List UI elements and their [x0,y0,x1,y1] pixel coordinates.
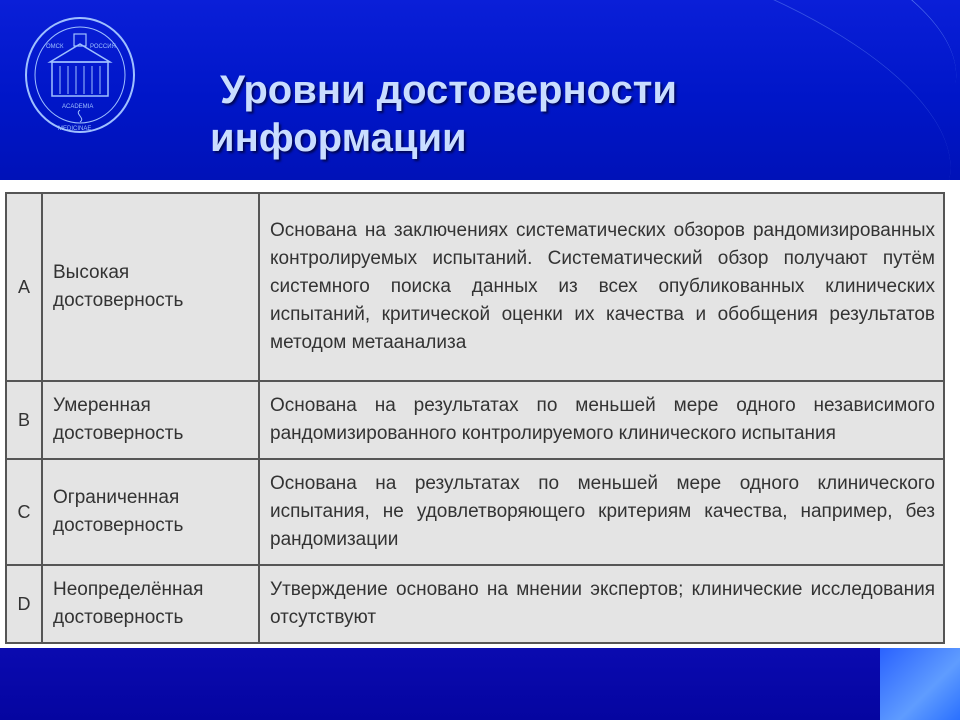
row-level: Умеренная достоверность [42,381,259,459]
evidence-table-panel [0,180,960,648]
table-row [6,459,944,565]
row-letter: A [6,193,42,381]
row-level: Ограниченная достоверность [42,459,259,565]
logo-text-bottom: MEDICINAE [58,126,92,132]
row-description: Утверждение основано на мнении экспертов; клинические исследования отсутствуют [259,565,944,643]
slide-footer-band [0,648,960,720]
table-row [6,193,944,381]
footer-accent-block [880,648,960,720]
evidence-levels-table [5,192,945,644]
slide-header [0,0,960,180]
row-level: Неопределённая достоверность [42,565,259,643]
row-letter: D [6,565,42,643]
logo-text-top-right: РОССИЯ [90,44,116,50]
row-letter: B [6,381,42,459]
table-row [6,381,944,459]
table-row [6,565,944,643]
logo-text-middle: ACADEMIA [62,104,94,110]
row-letter: C [6,459,42,565]
row-description: Основана на заключениях систематических обзоров рандомизированных контролируемых испытаний. Систематический обзор получают путём системного поиска данных из всех опубликованных клинических испытаний, критической оценки их качества и обобщения результатов методом метаанализа [259,193,944,381]
row-description: Основана на результатах по меньшей мере одного клинического испытания, не удовлетворяющего критериям качества, например, без рандомизации [259,459,944,565]
slide-title-line-2: информации [210,116,467,160]
row-description: Основана на результатах по меньшей мере одного независимого рандомизированного контролируемого клинического испытания [259,381,944,459]
slide-title [0,66,960,162]
row-level: Высокая достоверность [42,193,259,381]
logo-text-top-left: ОМСК [46,44,64,50]
slide-title-line-1: Уровни достоверности [220,68,677,112]
